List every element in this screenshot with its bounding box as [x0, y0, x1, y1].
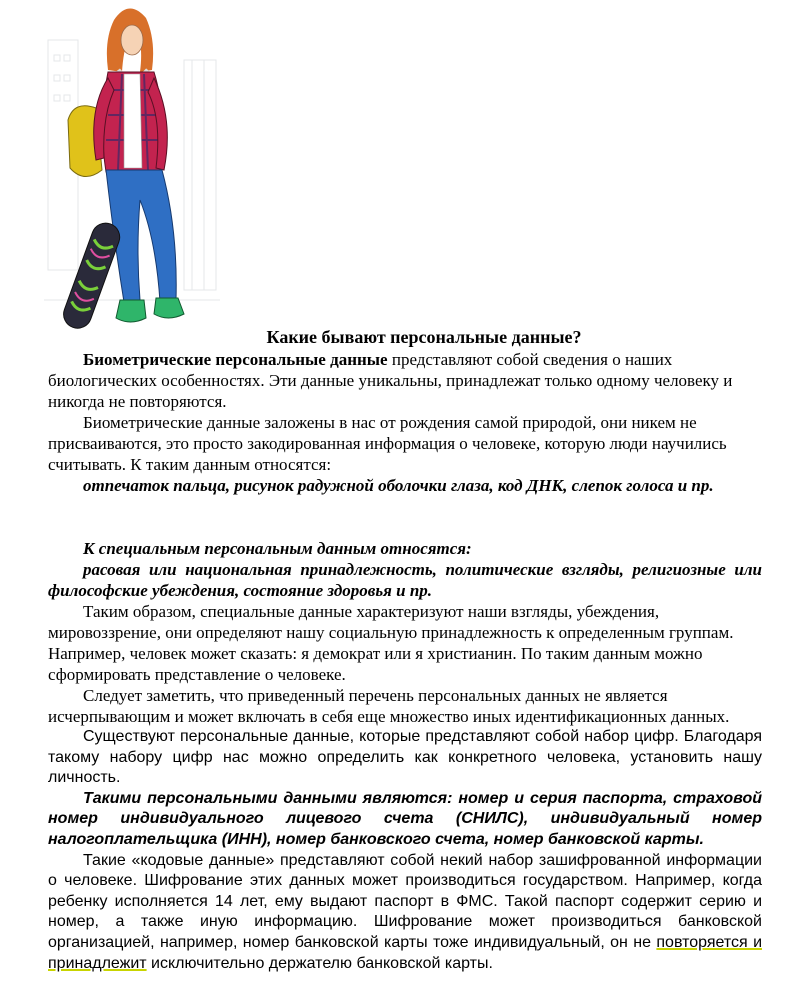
face	[121, 25, 143, 55]
paragraph-biometric-origin: Биометрические данные заложены в нас от рождения самой природой, они никем не присваиваются, это просто закодированная информация о человеке, которую люди научились считывать. К таким данным относятся:	[48, 413, 727, 474]
paragraph-biometric-definition	[48, 349, 762, 412]
spacer	[48, 496, 762, 538]
code-data-text: Такие «кодовые данные» представляют собой некий набор зашифрованной информации о человеке. Шифрование этих данных может производиться государством. Например, когда ребенку исполняется 14 лет, ему выдают паспорт в ФМС. Такой паспорт содержит серию и номер, а также иную информацию. Шифрование может производиться банковской организацией, например, номер банковской карты тоже индивидуальный, он не	[48, 851, 762, 951]
girl-skateboard-illustration	[44, 0, 220, 340]
paragraph-list-not-exhaustive: Следует заметить, что приведенный перечень персональных данных не является исчерпывающим и может включать в себя еще множество иных идентификационных данных.	[48, 686, 730, 726]
biometric-definition-text: представляют собой сведения о наших биологических особенностях. Эти данные уникальны, принадлежат только одному человеку и никогда не повторяются.	[48, 350, 733, 411]
document-body	[48, 326, 762, 974]
white-tee	[124, 74, 142, 168]
code-data-end: исключительно держателю банковской карты.	[146, 954, 493, 972]
right-sneaker	[154, 298, 184, 318]
numeric-data-examples: Такими персональными данными являются: номер и серия паспорта, страховой номер индивидуального лицевого счета (СНИЛС), индивидуальный номер налогоплательщика (ИНН), номер банковского счета, номер банковской карты.	[48, 789, 762, 848]
special-data-examples: расовая или национальная принадлежность, политические взгляды, религиозные или философские убеждения, состояние здоровья и пр.	[48, 560, 762, 600]
special-data-heading: К специальным персональным данным относятся:	[83, 539, 472, 558]
paragraph-special-data-meaning: Таким образом, специальные данные характеризуют наши взгляды, убеждения, мировоззрение, они определяют нашу социальную принадлежность к определенным группам. Например, человек может сказать: я демократ или я христианин. По таким данным можно сформировать представление о человеке.	[48, 602, 734, 684]
biometric-term: Биометрические персональные данные	[83, 350, 388, 369]
skateboard	[60, 219, 124, 332]
page-title: Какие бывают персональные данные?	[266, 327, 582, 347]
left-sneaker	[116, 300, 146, 322]
paragraph-code-data	[48, 851, 762, 975]
paragraph-numeric-data: Существуют персональные данные, которые представляют собой набор цифр. Благодаря такому набору цифр нас можно определить как конкретного человека, установить нашу личность.	[48, 728, 762, 787]
highlighted-phrase: повторяется и принадлежит	[48, 933, 763, 972]
biometric-examples: отпечаток пальца, рисунок радужной оболочки глаза, код ДНК, слепок голоса и пр.	[83, 476, 714, 495]
